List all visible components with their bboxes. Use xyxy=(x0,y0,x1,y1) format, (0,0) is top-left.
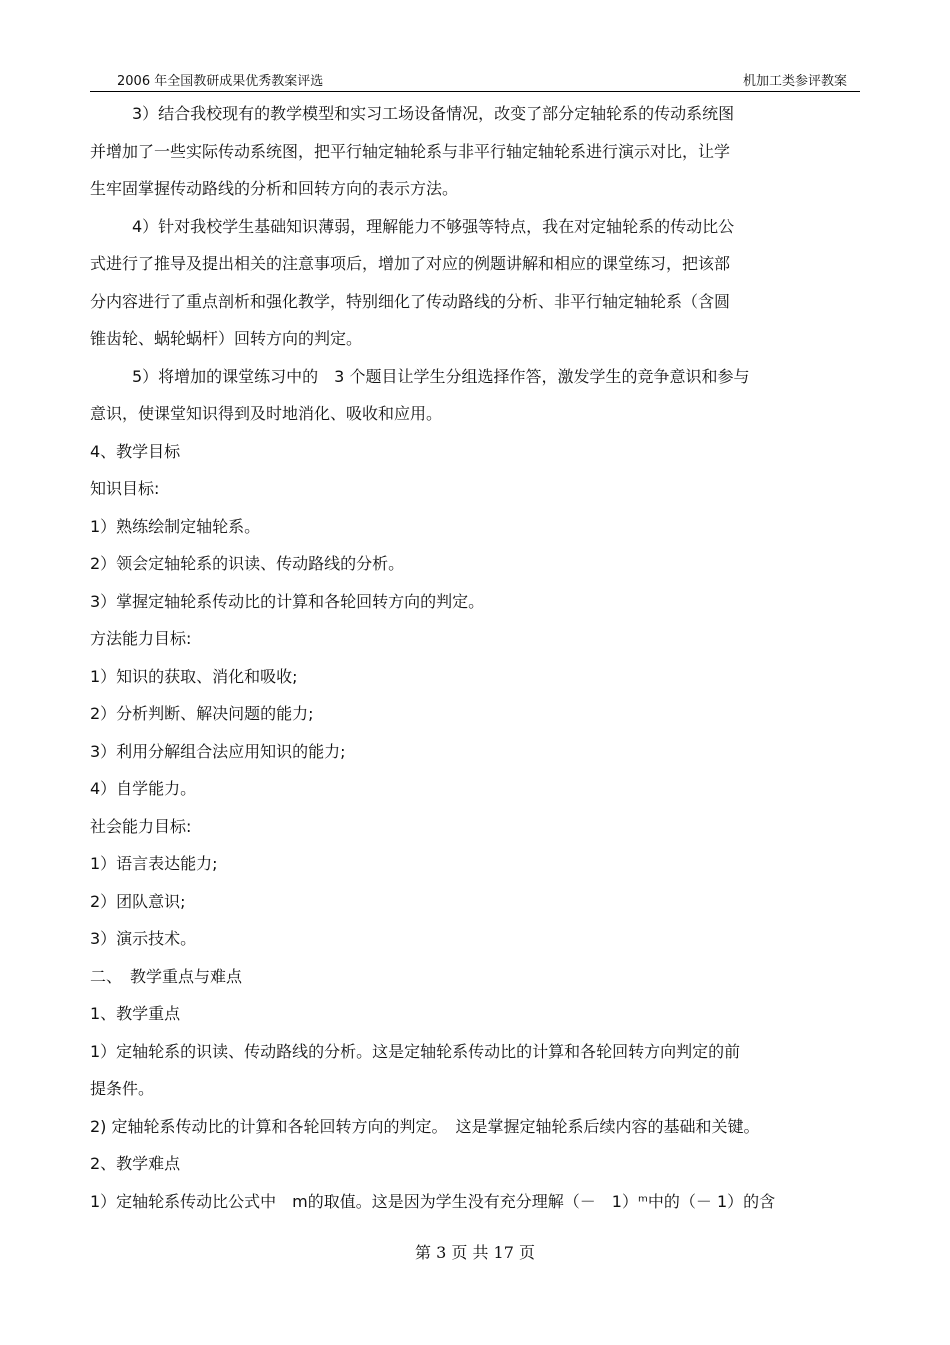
paragraph-line: 3）结合我校现有的教学模型和实习工场设备情况，改变了部分定轴轮系的传动系统图 xyxy=(132,104,735,123)
section-heading: 4、教学目标 xyxy=(90,441,181,461)
list-item: 1）知识的获取、消化和吸收; xyxy=(90,666,298,686)
paragraph-line: 式进行了推导及提出相关的注意事项后，增加了对应的例题讲解和相应的课堂练习，把该部 xyxy=(90,254,731,273)
list-item: 4）自学能力。 xyxy=(90,779,197,798)
list-item: 1）熟练绘制定轴轮系。 xyxy=(90,516,261,536)
paragraph-line: 5）将增加的课堂练习中的 3 个题目让学生分组选择作答，激发学生的竞争意识和参与 xyxy=(132,366,750,386)
subsection-heading: 知识目标: xyxy=(90,479,160,498)
list-item: 3）演示技术。 xyxy=(90,929,197,948)
header-title-right: 机加工类参评教案 xyxy=(742,74,847,89)
section-heading: 二、 教学重点与难点 xyxy=(90,966,243,986)
paragraph-line: 生牢固掌握传动路线的分析和回转方向的表示方法。 xyxy=(90,179,459,198)
subsection-heading: 2、教学难点 xyxy=(90,1154,181,1173)
header-title-left: 2006 年全国教研成果优秀教案评选 xyxy=(117,74,324,89)
list-item: 1）语言表达能力; xyxy=(90,854,218,873)
paragraph-line: 并增加了一些实际传动系统图，把平行轴定轴轮系与非平行轴定轴轮系进行演示对比，让学 xyxy=(90,141,731,161)
subsection-heading: 1、教学重点 xyxy=(90,1004,181,1023)
paragraph-line: 4）针对我校学生基础知识薄弱，理解能力不够强等特点，我在对定轴轮系的传动比公 xyxy=(132,216,735,236)
list-item: 2）分析判断、解决问题的能力; xyxy=(90,704,314,723)
paragraph-line: 意识，使课堂知识得到及时地消化、吸收和应用。 xyxy=(90,404,443,423)
paragraph-line: 提条件。 xyxy=(90,1079,155,1098)
header-divider xyxy=(90,91,860,92)
paragraph-line: 2) 定轴轮系传动比的计算和各轮回转方向的判定。 这是掌握定轴轮系后续内容的基础和关键。 xyxy=(90,1116,760,1136)
list-item: 2）领会定轴轮系的识读、传动路线的分析。 xyxy=(90,554,405,573)
subsection-heading: 社会能力目标: xyxy=(90,816,192,836)
paragraph-line: 1）定轴轮系的识读、传动路线的分析。这是定轴轮系传动比的计算和各轮回转方向判定的前 xyxy=(90,1041,741,1061)
list-item: 2）团队意识; xyxy=(90,891,186,911)
paragraph-line: 1）定轴轮系传动比公式中 m的取值。这是因为学生没有充分理解（－ 1）ᵐ中的（－ 1）的含 xyxy=(90,1191,776,1211)
page-number-footer: 第 3 页 共 17 页 xyxy=(415,1243,535,1262)
document-body xyxy=(90,95,860,1220)
list-item: 3）利用分解组合法应用知识的能力; xyxy=(90,741,346,761)
paragraph-line: 分内容进行了重点剖析和强化教学，特别细化了传动路线的分析、非平行轴定轴轮系（含圆 xyxy=(90,291,731,311)
subsection-heading: 方法能力目标: xyxy=(90,629,192,648)
paragraph-line: 锥齿轮、蜗轮蜗杆）回转方向的判定。 xyxy=(90,329,363,348)
list-item: 3）掌握定轴轮系传动比的计算和各轮回转方向的判定。 xyxy=(90,591,485,611)
